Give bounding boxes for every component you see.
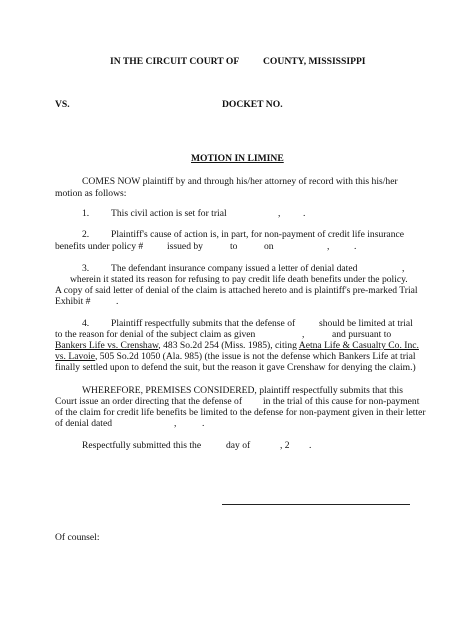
paragraph-1-text: This civil action is set for trial xyxy=(111,208,227,219)
paragraph-2-on: on xyxy=(264,241,274,252)
case-citation-lavoie: vs. Lavoie xyxy=(55,351,95,362)
wherefore-line-4: of denial dated xyxy=(55,418,113,429)
paragraph-4-line-1a: Plaintiff respectfully submits that the defense of xyxy=(111,318,296,329)
year-label: , 2 xyxy=(280,440,290,451)
paragraph-3-line-3: A copy of said letter of denial of the claim is attached hereto and is plaintiff's pre-marked Trial xyxy=(55,285,418,296)
paragraph-2-line-1: Plaintiff's cause of action is, in part, for non-payment of credit life insurance xyxy=(111,229,405,240)
paragraph-4-line-1b: should be limited at trial xyxy=(319,318,413,329)
paragraph-1-period: . xyxy=(303,208,306,219)
paragraph-2-policy-label: benefits under policy # xyxy=(55,241,144,252)
paragraph-4-line-3-text: , 483 So.2d 254 (Miss. 1985), citing xyxy=(158,340,297,351)
case-citation-aetna: Aetna Life & Casualty Co. Inc. xyxy=(298,340,419,351)
paragraph-1-number: 1. xyxy=(82,208,90,219)
paragraph-3-comma: , xyxy=(402,263,405,274)
paragraph-2-comma: , xyxy=(327,241,330,252)
paragraph-3-exhibit-label: Exhibit # xyxy=(55,296,91,307)
paragraph-4-line-5: finally settled upon to defend the suit, but the reason it gave Crenshaw for denying the claim.) xyxy=(55,362,416,373)
paragraph-2-number: 2. xyxy=(82,229,90,240)
paragraph-4-line-2b: and pursuant to xyxy=(332,329,392,340)
wherefore-line-1: WHEREFORE, PREMISES CONSIDERED, plaintiff respectfully submits that this xyxy=(82,385,403,396)
wherefore-comma: , xyxy=(174,418,177,429)
paragraph-3-number: 3. xyxy=(82,263,90,274)
docket-label: DOCKET NO. xyxy=(222,99,283,110)
intro-line-2: motion as follows: xyxy=(55,188,127,199)
paragraph-3-line-2: wherein it stated its reason for refusing to pay credit life death benefits under the policy. xyxy=(70,274,408,285)
day-of-label: day of xyxy=(226,440,251,451)
paragraph-4-number: 4. xyxy=(82,318,90,329)
document-title: MOTION IN LIMINE xyxy=(191,153,284,164)
court-name-label: IN THE CIRCUIT COURT OF xyxy=(110,56,240,67)
versus-label: VS. xyxy=(55,99,70,110)
paragraph-1-comma: , xyxy=(278,208,281,219)
paragraph-4-comma: , xyxy=(302,329,305,340)
county-label: COUNTY, MISSISSIPPI xyxy=(263,56,366,67)
paragraph-2-period: . xyxy=(354,241,357,252)
submitted-period: . xyxy=(309,440,312,451)
case-citation-crenshaw: Bankers Life vs. Crenshaw xyxy=(55,340,159,351)
paragraph-3-line-1: The defendant insurance company issued a letter of denial dated xyxy=(111,263,358,274)
of-counsel-label: Of counsel: xyxy=(55,532,100,543)
signature-line xyxy=(222,504,410,505)
paragraph-4-line-4-text: , 505 So.2d 1050 (Ala. 985) (the issue is not the defense which Bankers Life at trial xyxy=(94,351,416,362)
wherefore-line-3: of the claim for credit life benefits be limited to the defense for non-payment given in their letter xyxy=(55,407,426,418)
paragraph-4-line-2a: to the reason for denial of the subject claim as given xyxy=(55,329,256,340)
paragraph-2-to: to xyxy=(230,241,238,252)
wherefore-period: . xyxy=(202,418,205,429)
submitted-label: Respectfully submitted this the xyxy=(82,440,202,451)
wherefore-line-2a: Court issue an order directing that the defense of xyxy=(55,396,243,407)
intro-line-1: COMES NOW plaintiff by and through his/her attorney of record with this his/her xyxy=(82,176,398,187)
wherefore-line-2b: in the trial of this cause for non-payment xyxy=(263,396,420,407)
paragraph-3-period: . xyxy=(116,296,119,307)
paragraph-2-issued-by: issued by xyxy=(167,241,203,252)
